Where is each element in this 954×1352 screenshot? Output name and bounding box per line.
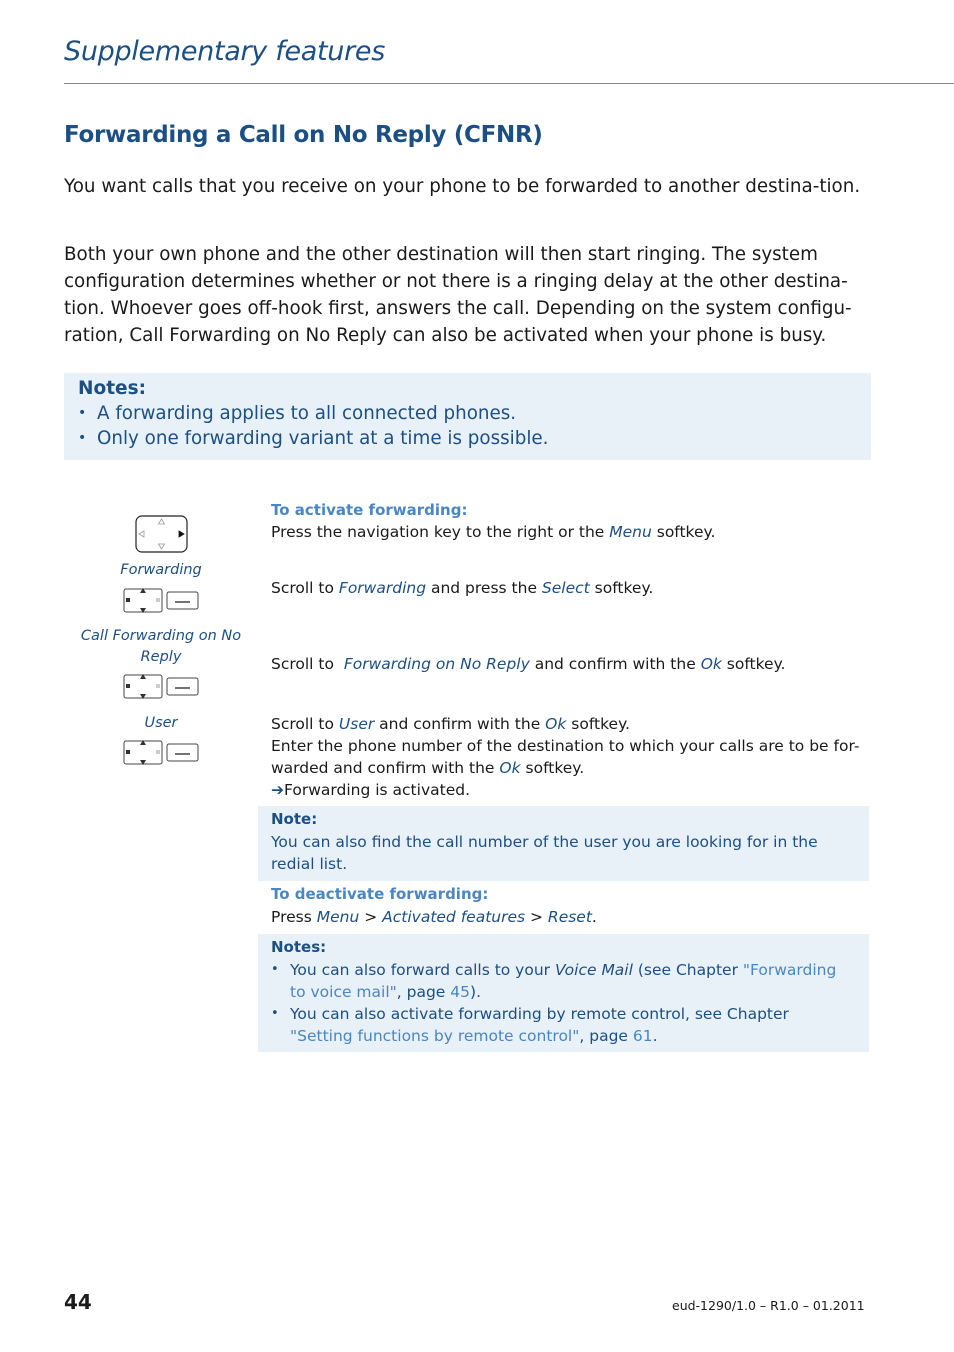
notes-item-text: Only one forwarding variant at a time is possible.	[97, 428, 549, 449]
deactivate-text: Press Menu > Activated features > Reset.	[271, 908, 597, 926]
result-text: Forwarding is activated.	[284, 781, 470, 799]
step-label-user: User	[144, 715, 178, 731]
notes2-item-remote: You can also activate forwarding by remote control, see Chapter "Setting functions by remote control", page 61.	[290, 1005, 789, 1045]
step-3-text: Scroll to Forwarding on No Reply and confirm with the Ok softkey.	[271, 655, 786, 673]
nav-softkey-icon	[123, 739, 199, 766]
ok-softkey-ref: Ok	[499, 759, 521, 777]
notes-item	[78, 403, 516, 424]
page-link-61[interactable]: 61	[632, 1027, 653, 1045]
result-arrow-icon: ➔	[271, 781, 284, 799]
note-title: Note:	[271, 810, 318, 828]
chapter-link-remote-control[interactable]: "Setting functions by remote control"	[290, 1027, 580, 1045]
menu-item-ref: Forwarding	[338, 579, 427, 597]
navigation-key-icon	[135, 515, 188, 553]
ok-softkey-ref: Ok	[700, 655, 722, 673]
notes-item	[78, 428, 548, 449]
chapter-title: Supplementary features	[64, 36, 385, 67]
note-box	[258, 806, 869, 881]
note-text: You can also find the call number of the user you are looking for in the redial list.	[271, 833, 818, 873]
page-link-45[interactable]: 45	[450, 983, 471, 1001]
intro-paragraph-1: You want calls that you receive on your phone to be forwarded to another destina-tion.	[64, 176, 861, 197]
document-reference: eud-1290/1.0 – R1.0 – 01.2011	[672, 1298, 865, 1313]
step-4-text: Scroll to User and confirm with the Ok softkey. Enter the phone number of the destination to which your calls are to be for-warded and confirm with the Ok softkey. ➔Forwarding is activated.	[271, 715, 860, 799]
chapter-link-forwarding-voicemail[interactable]: "Forwarding to voice mail"	[290, 961, 837, 1001]
menu-item-ref: User	[338, 715, 375, 733]
step-label-call-forwarding-no-reply: Call Forwarding on No Reply	[80, 628, 242, 665]
intro-paragraph-2: Both your own phone and the other destination will then start ringing. The system configuration determines whether or not there is a ringing delay at the other destina-tion. Whoever goes off-hook first, answers the call. Depending on the system configu-ration, Call Forwarding on No Reply can also be activated when your phone is busy.	[64, 244, 852, 346]
bullet: •	[271, 1006, 279, 1021]
ok-softkey-ref: Ok	[545, 715, 567, 733]
nav-softkey-icon	[123, 673, 199, 700]
activate-title: To activate forwarding:	[271, 501, 468, 519]
bullet: •	[78, 405, 87, 421]
step-2-text: Scroll to Forwarding and press the Select softkey.	[271, 579, 654, 597]
notes2-item-voicemail: You can also forward calls to your Voice Mail (see Chapter "Forwarding to voice mail", page 45).	[290, 961, 837, 1001]
section-title: Forwarding a Call on No Reply (CFNR)	[64, 122, 543, 148]
notes-item-text: A forwarding applies to all connected phones.	[97, 403, 517, 424]
bullet: •	[78, 430, 87, 446]
step-1-text: Press the navigation key to the right or the Menu softkey.	[271, 523, 716, 541]
notes-box-2	[258, 934, 869, 1052]
menu-softkey-ref: Menu	[609, 523, 652, 541]
page-number: 44	[64, 1290, 92, 1314]
notes2-title: Notes:	[271, 938, 327, 956]
header-divider	[64, 83, 954, 84]
nav-softkey-icon	[123, 587, 199, 614]
notes-title: Notes:	[78, 378, 146, 399]
menu-item-ref: Forwarding on No Reply	[343, 655, 530, 673]
bullet: •	[271, 962, 279, 977]
deactivate-title: To deactivate forwarding:	[271, 885, 489, 903]
select-softkey-ref: Select	[541, 579, 590, 597]
step-label-forwarding: Forwarding	[120, 562, 202, 578]
notes-box	[64, 373, 871, 460]
